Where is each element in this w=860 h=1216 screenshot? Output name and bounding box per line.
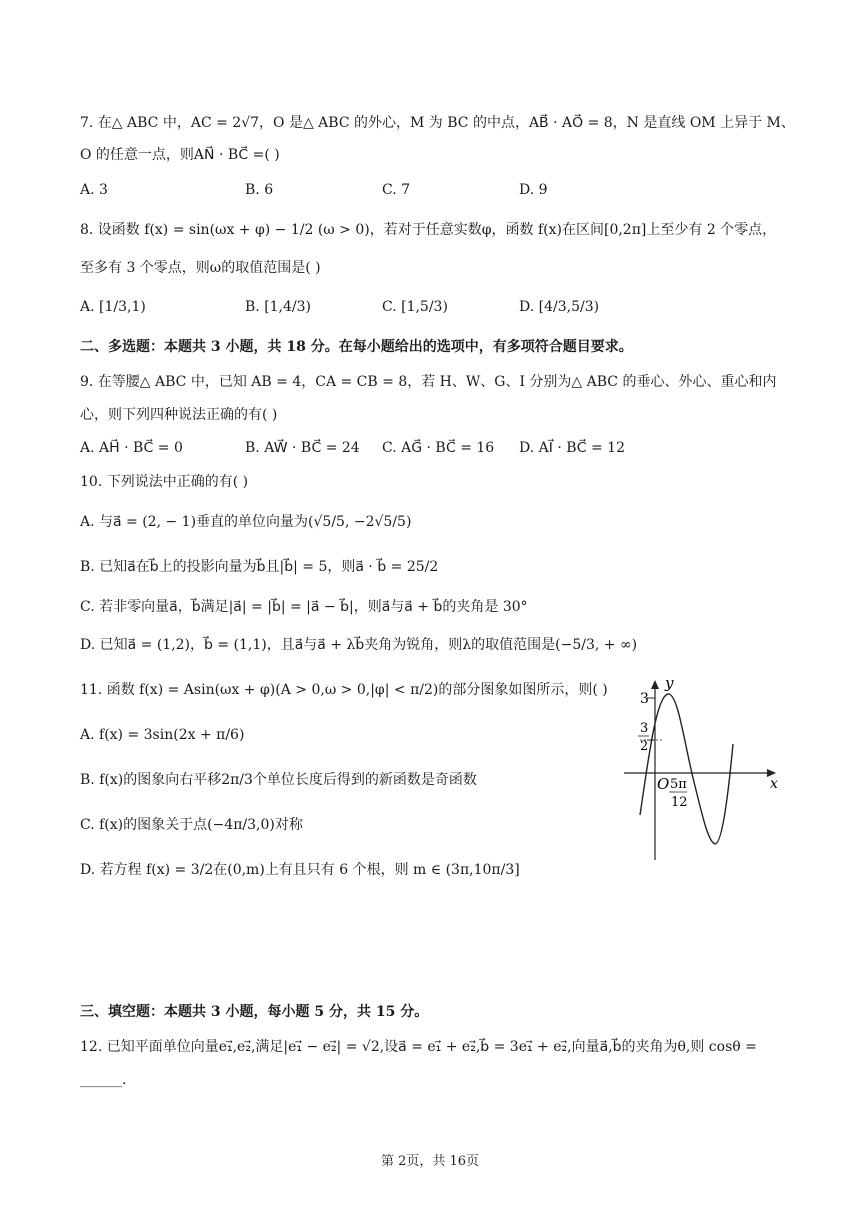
x-axis-label: x — [770, 776, 778, 792]
q12-line1: 12. 已知平面单位向量e₁⃗,e₂⃗,满足|e₁⃗ − e₂⃗| = √2,设a⃗ = e₁⃗ + e₂⃗,b⃗ = 3e₁⃗ + e₂⃗,向量a⃗,b⃗的夹角为θ,则 cosθ = — [80, 1039, 757, 1055]
q11-option-a: A. f(x) = 3sin(2x + π/6) — [80, 727, 245, 743]
y-axis-arrow — [651, 680, 659, 689]
q7-option-b: B. 6 — [245, 182, 274, 198]
q8-option-a: A. [1/3,1) — [80, 299, 146, 315]
q10-option-d: D. 已知a⃗ = (1,2)，b⃗ = (1,1)，且a⃗与a⃗ + λb⃗夹角为锐角，则λ的取值范围是(−5/3, + ∞) — [80, 637, 638, 653]
q8-line2: 至多有 3 个零点，则ω的取值范围是( ) — [80, 260, 321, 276]
origin-label: O — [657, 775, 670, 793]
q11-option-d: D. 若方程 f(x) = 3/2在(0,m)上有且只有 6 个根，则 m ∈ (3π,10π/3] — [80, 862, 520, 878]
x-tick-5pi-num: 5π — [670, 777, 687, 792]
q8-line1: 8. 设函数 f(x) = sin(ωx + φ) − 1/2 (ω > 0)，若对于任意实数φ，函数 f(x)在区间[0,2π]上至少有 2 个零点， — [80, 222, 777, 238]
q9-option-a: A. AH⃗ · BC⃗ = 0 — [80, 440, 183, 456]
q9-option-b: B. AW⃗ · BC⃗ = 24 — [245, 440, 360, 456]
section-2-heading: 二、多选题：本题共 3 小题，共 18 分。在每小题给出的选项中，有多项符合题目要求。 — [80, 339, 633, 355]
section-3-heading: 三、填空题：本题共 3 小题，每小题 5 分，共 15 分。 — [80, 1004, 429, 1020]
q10-option-b: B. 已知a⃗在b⃗上的投影向量为b⃗且|b⃗| = 5，则a⃗ · b⃗ = 25/2 — [80, 559, 439, 575]
y-tick-3-over-2-den: 2 — [640, 739, 649, 754]
y-axis-label: y — [665, 674, 674, 692]
q11-option-c: C. f(x)的图象关于点(−4π/3,0)对称 — [80, 817, 303, 833]
q8-option-d: D. [4/3,5/3) — [519, 299, 600, 315]
q9-line1: 9. 在等腰△ ABC 中，已知 AB = 4，CA = CB = 8，若 H、W、G、I 分别为△ ABC 的垂心、外心、重心和内 — [80, 374, 777, 390]
page-footer: 第 2页，共 16页 — [380, 1154, 480, 1169]
q9-line2: 心，则下列四种说法正确的有( ) — [80, 407, 278, 423]
q9-option-d: D. AI⃗ · BC⃗ = 12 — [519, 440, 625, 456]
q9-option-c: C. AG⃗ · BC⃗ = 16 — [382, 440, 495, 456]
y-tick-3-over-2-num: 3 — [640, 721, 649, 736]
y-tick-3: 3 — [640, 691, 649, 707]
q7-line1: 7. 在△ ABC 中，AC = 2√7，O 是△ ABC 的外心，M 为 BC 的中点，AB⃗ · AO⃗ = 8，N 是直线 OM 上异于 M、 — [80, 115, 795, 131]
q11-option-b: B. f(x)的图象向右平移2π/3个单位长度后得到的新函数是奇函数 — [80, 772, 477, 788]
q7-option-c: C. 7 — [382, 182, 411, 198]
sine-curve — [640, 694, 733, 844]
q7-option-d: D. 9 — [519, 182, 548, 198]
x-tick-12-den: 12 — [671, 795, 688, 810]
q11-stem: 11. 函数 f(x) = Asin(ωx + φ)(A > 0,ω > 0,|φ| < π/2)的部分图象如图所示，则( ) — [80, 682, 608, 698]
q12-blank: ______. — [80, 1072, 127, 1088]
q10-option-c: C. 若非零向量a⃗，b⃗满足|a⃗| = |b⃗| = |a⃗ − b⃗|，则a⃗与a⃗ + b⃗的夹角是 30° — [80, 599, 528, 615]
q8-option-b: B. [1,4/3) — [245, 299, 312, 315]
q7-option-a: A. 3 — [80, 182, 108, 198]
q10-stem: 10. 下列说法中正确的有( ) — [80, 474, 249, 490]
sine-function-graph — [620, 672, 790, 868]
q8-option-c: C. [1,5/3) — [382, 299, 448, 315]
q10-option-a: A. 与a⃗ = (2, − 1)垂直的单位向量为(√5/5, −2√5/5) — [80, 514, 412, 530]
q7-line2: O 的任意一点，则AN⃗ · BC⃗ =( ) — [80, 147, 280, 163]
